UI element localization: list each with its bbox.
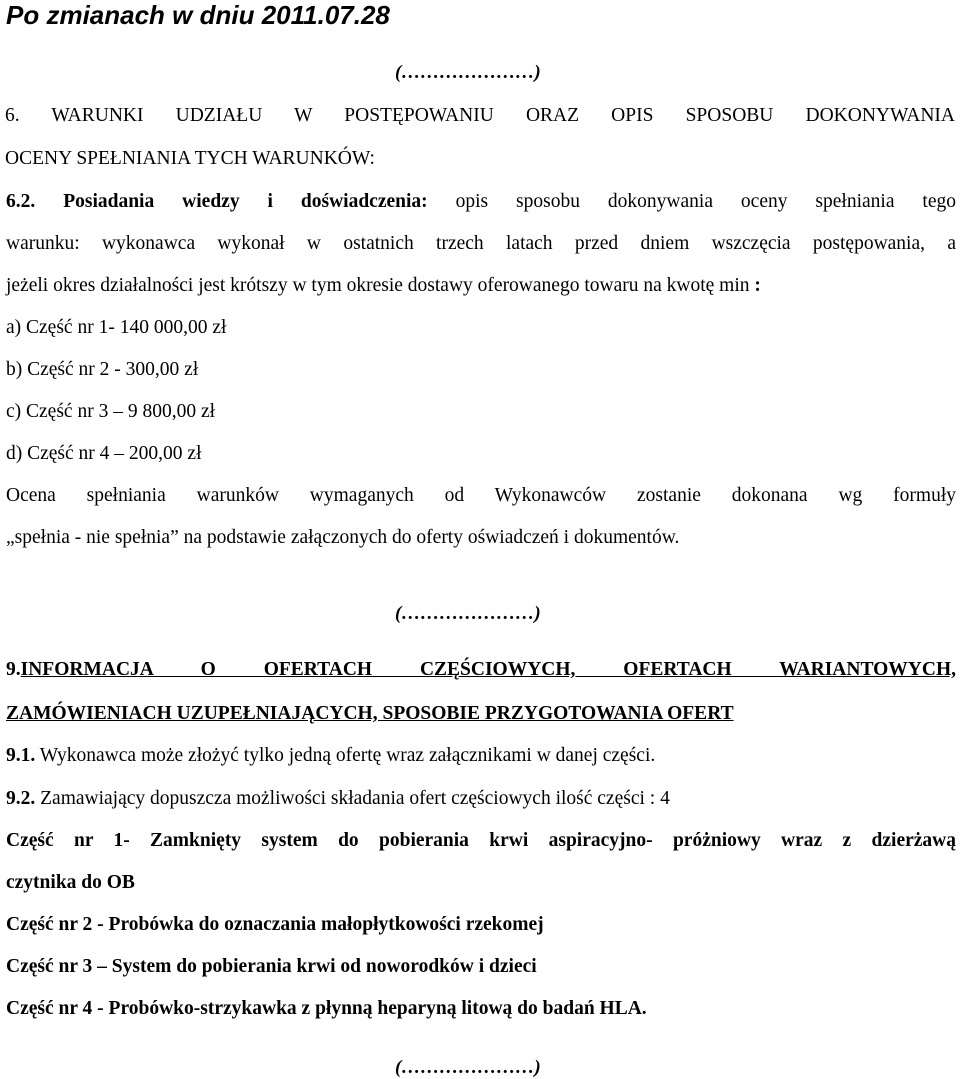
paragraph-9-2-label: 9.2. — [6, 788, 36, 809]
requirement-item-a: a) Część nr 1- 140 000,00 zł — [6, 317, 227, 338]
paragraph-6-2-line-3-text: jeżeli okres działalności jest krótszy w tym okresie dostawy oferowanego towaru na kwotę min — [6, 275, 750, 296]
requirement-item-d: d) Część nr 4 – 200,00 zł — [6, 443, 202, 464]
section-9-heading-text-2: ZAMÓWIENIACH UZUPEŁNIAJĄCYCH, SPOSOBIE PRZYGOTOWANIA OFERT — [6, 703, 734, 724]
section-6-heading-line-2: OCENY SPEŁNIANIA TYCH WARUNKÓW: — [5, 148, 375, 169]
part-2: Część nr 2 - Probówka do oznaczania małopłytkowości rzekomej — [6, 914, 544, 935]
section-6-heading-line-1: 6. WARUNKI UDZIAŁU W POSTĘPOWANIU ORAZ OPIS SPOSOBU DOKONYWANIA — [5, 105, 955, 126]
paragraph-6-2-line-1 — [6, 192, 956, 212]
paragraph-9-1 — [6, 746, 956, 766]
paragraph-9-1-text: Wykonawca może złożyć tylko jedną ofertę wraz załącznikami w danej części. — [39, 745, 656, 766]
omission-marker-top: (…………………) — [395, 62, 541, 83]
requirement-item-b: b) Część nr 2 - 300,00 zł — [6, 359, 199, 380]
paragraph-9-1-label: 9.1. — [6, 745, 36, 766]
paragraph-6-2-label: 6.2. Posiadania wiedzy i doświadczenia: — [6, 191, 428, 212]
section-9-number: 9. — [6, 659, 21, 680]
part-1-line-1: Część nr 1- Zamknięty system do pobierania krwi aspiracyjno- próżniowy wraz z dzierżawą — [6, 830, 956, 851]
section-9-heading-line-1 — [6, 660, 956, 680]
paragraph-6-2-line-3 — [6, 276, 956, 296]
section-9-heading-text: INFORMACJA O OFERTACH CZĘŚCIOWYCH, OFERTACH WARIANTOWYCH, — [20, 659, 956, 680]
omission-marker-middle: (…………………) — [395, 603, 541, 624]
paragraph-9-2-text: Zamawiający dopuszcza możliwości składania ofert częściowych ilość części : 4 — [40, 788, 670, 809]
evaluation-line-1: Ocena spełniania warunków wymaganych od Wykonawców zostanie dokonana wg formuły — [6, 485, 956, 506]
evaluation-line-2: „spełnia - nie spełnia” na podstawie załączonych do oferty oświadczeń i dokumentów. — [6, 527, 680, 548]
section-9-heading-line-2 — [6, 704, 956, 724]
paragraph-6-2-line-2: warunku: wykonawca wykonał w ostatnich trzech latach przed dniem wszczęcia postępowania, a — [6, 233, 956, 254]
requirement-item-c: c) Część nr 3 – 9 800,00 zł — [6, 401, 216, 422]
part-1-line-2: czytnika do OB — [6, 872, 135, 893]
amendment-header: Po zmianach w dniu 2011.07.28 — [6, 0, 390, 30]
part-4: Część nr 4 - Probówko-strzykawka z płynną heparyną litową do badań HLA. — [6, 998, 647, 1019]
paragraph-6-2-text-start: opis sposobu dokonywania oceny spełniania tego — [455, 191, 957, 212]
part-3: Część nr 3 – System do pobierania krwi od noworodków i dzieci — [6, 956, 537, 977]
omission-marker-bottom: (…………………) — [395, 1057, 541, 1078]
paragraph-9-2 — [6, 789, 956, 809]
paragraph-6-2-colon: : — [749, 275, 761, 296]
